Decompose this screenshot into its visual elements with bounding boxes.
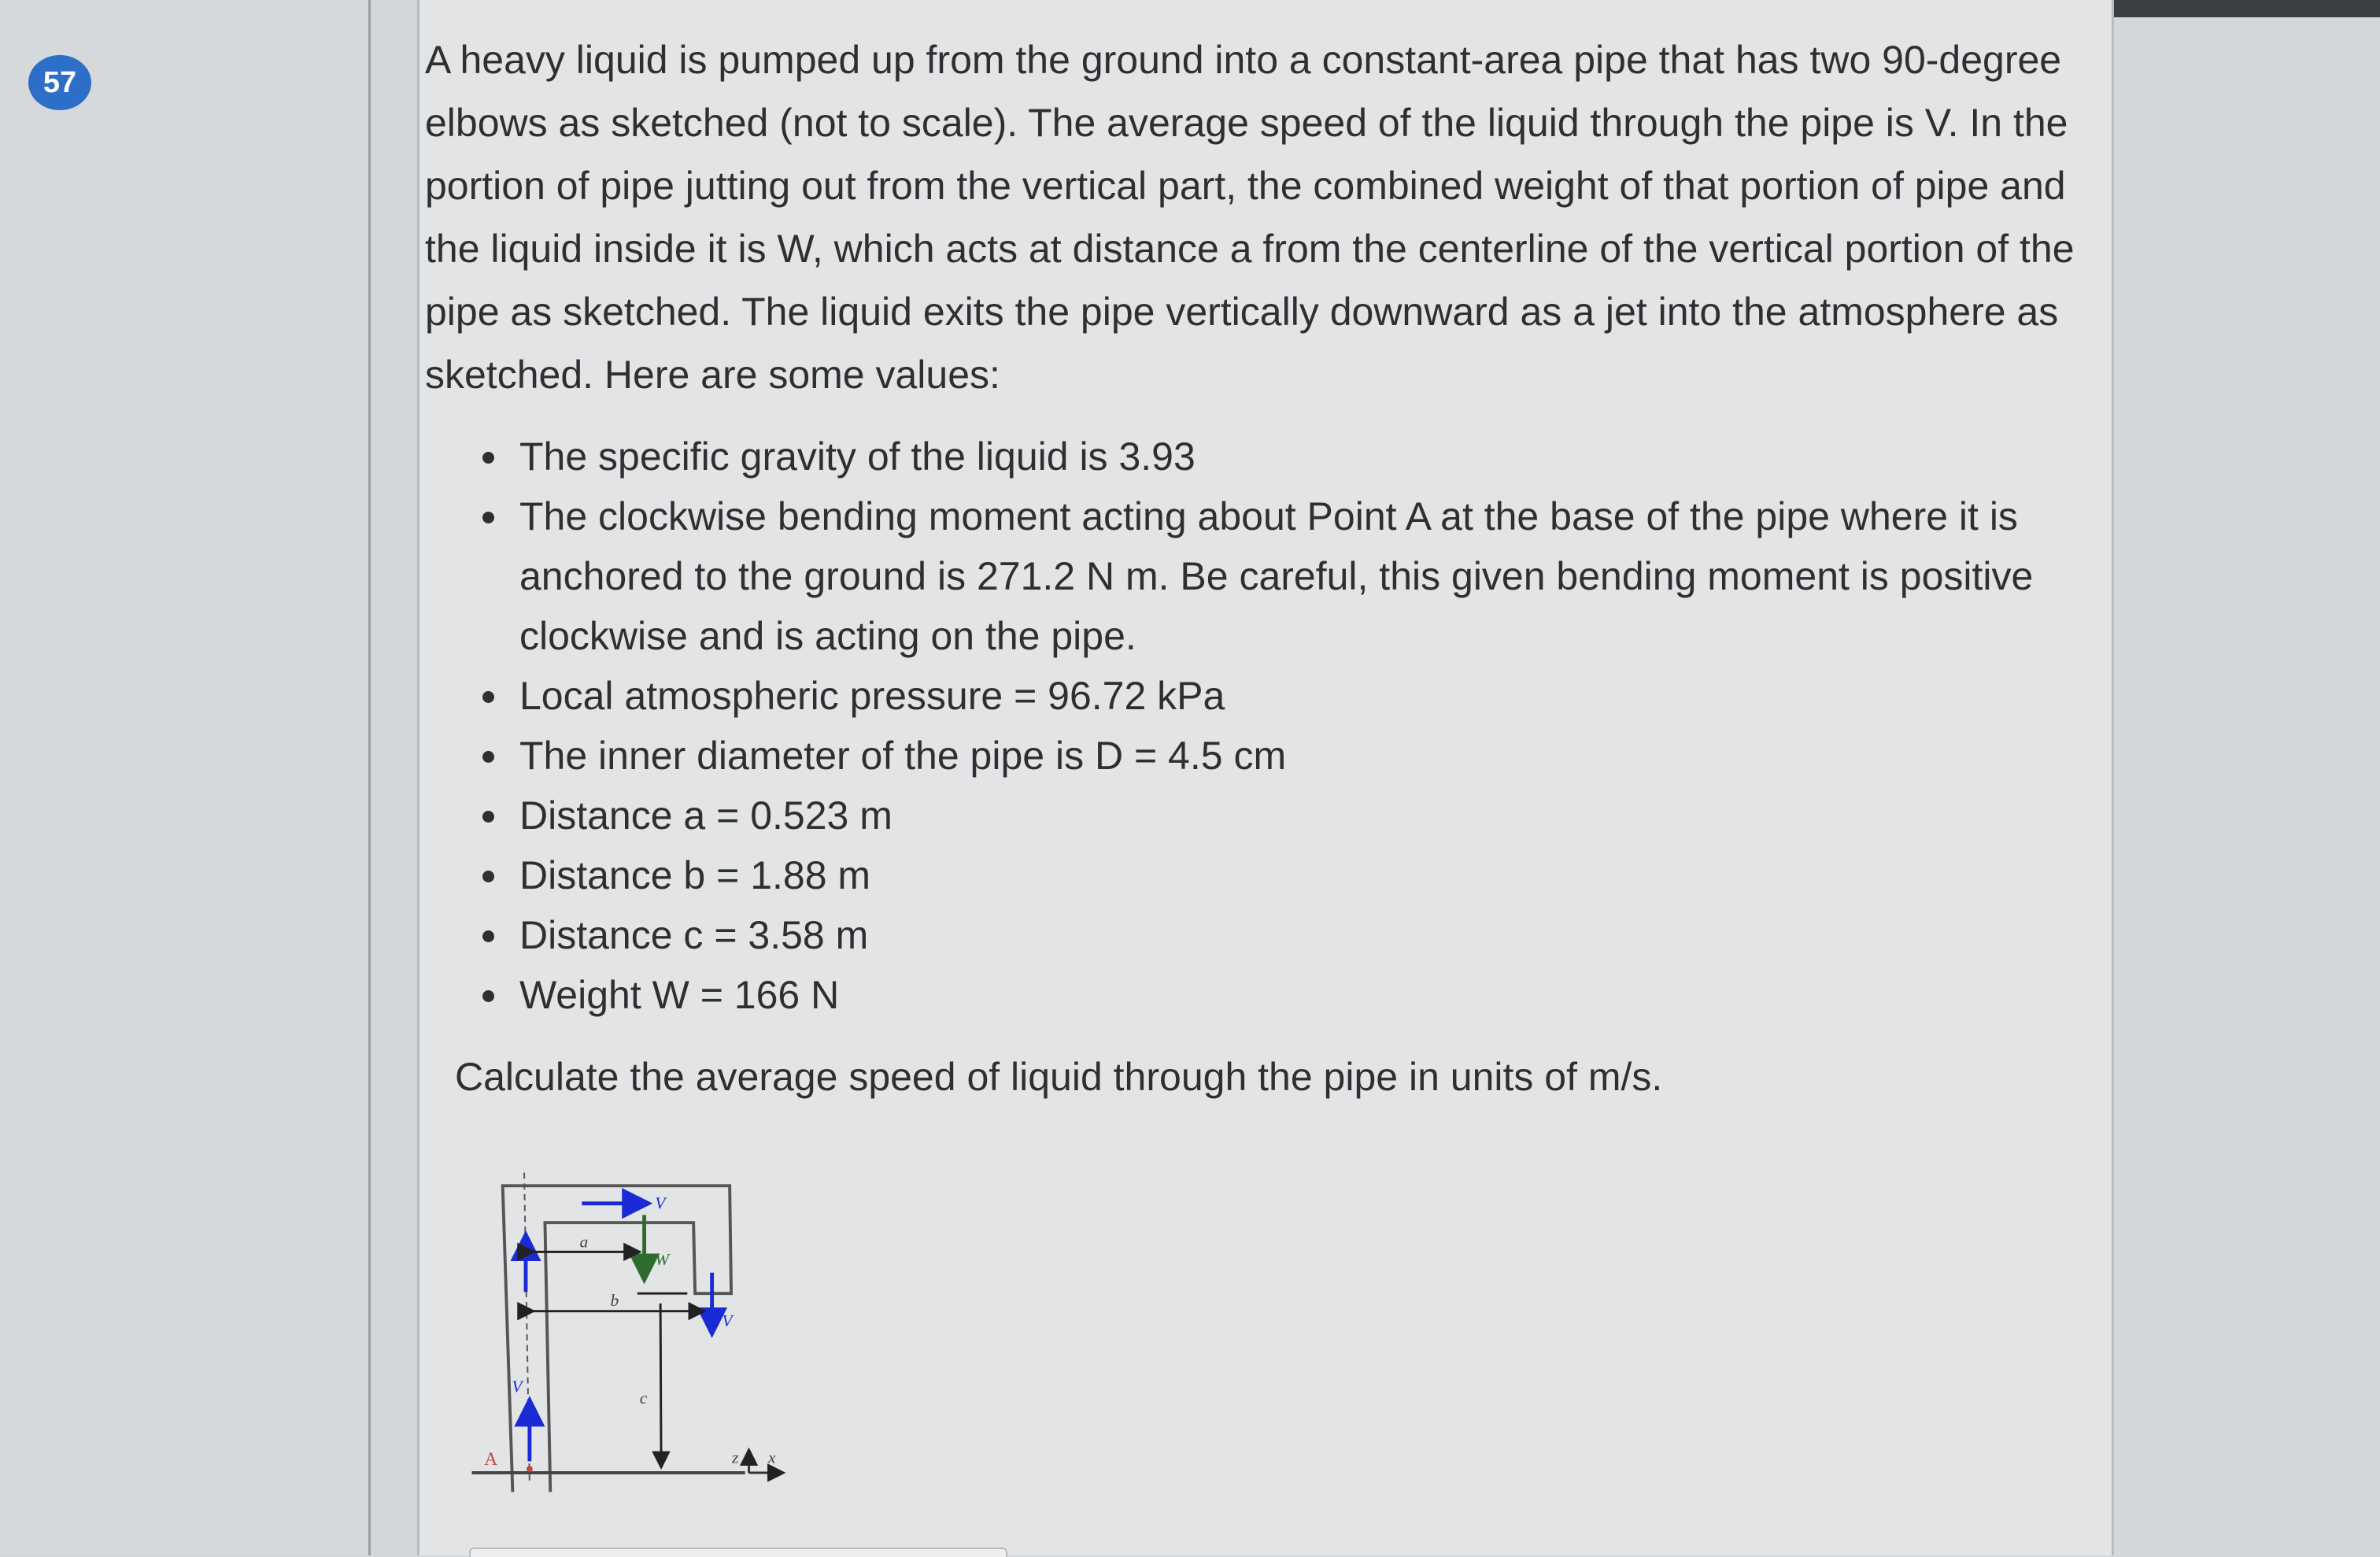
point-A-marker (527, 1466, 533, 1472)
given-values-list (425, 427, 2125, 1025)
list-item: • The specific gravity of the liquid is 3.93 (512, 427, 2125, 486)
label-A: A (484, 1449, 498, 1470)
list-item: • The clockwise bending moment acting about Point A at the base of the pipe where it is anchored to the ground is 271.2 N m. Be careful, this given bending moment is positive clockwise and is acting on the pipe. (512, 486, 2125, 666)
list-item: • Distance c = 3.58 m (512, 905, 2125, 965)
label-z: z (732, 1448, 739, 1467)
list-item: • The inner diameter of the pipe is D = 4.5 cm (512, 726, 2125, 786)
list-item: • Distance b = 1.88 m (512, 845, 2125, 905)
label-V-exit: V (722, 1311, 733, 1331)
dimension-c (660, 1304, 661, 1467)
label-x: x (768, 1448, 776, 1467)
question-number-badge[interactable]: 57 (28, 55, 91, 110)
label-V-inlet: V (512, 1377, 523, 1396)
label-a: a (579, 1232, 589, 1252)
list-item: • Distance a = 0.523 m (512, 786, 2125, 845)
label-W: W (655, 1250, 670, 1269)
label-b: b (610, 1290, 619, 1310)
list-item: • Local atmospheric pressure = 96.72 kPa (512, 666, 2125, 726)
question-intro: A heavy liquid is pumped up from the ground into a constant-area pipe that has two 90-degree elbows as sketched (not to scale). The average speed of the liquid through the pipe is V. In the portion of pipe jutting out from the vertical part, the combined weight of that portion of pipe and the liquid inside it is W, which acts at distance a from the centerline of the vertical portion of the pipe as sketched. The liquid exits the pipe vertically downward as a jet into the atmosphere as sketched. Here are some values: (425, 38, 2075, 397)
question-content (425, 28, 2125, 1108)
label-V-top: V (655, 1193, 666, 1213)
pipe-diagram (456, 1157, 803, 1511)
list-item: • Weight W = 166 N (512, 965, 2125, 1025)
pipe-outline (503, 1185, 731, 1492)
question-sidebar (0, 0, 371, 1555)
answer-input[interactable] (469, 1548, 1007, 1557)
question-prompt: Calculate the average speed of liquid through the pipe in units of m/s. (455, 1055, 1663, 1099)
label-c: c (639, 1389, 648, 1407)
